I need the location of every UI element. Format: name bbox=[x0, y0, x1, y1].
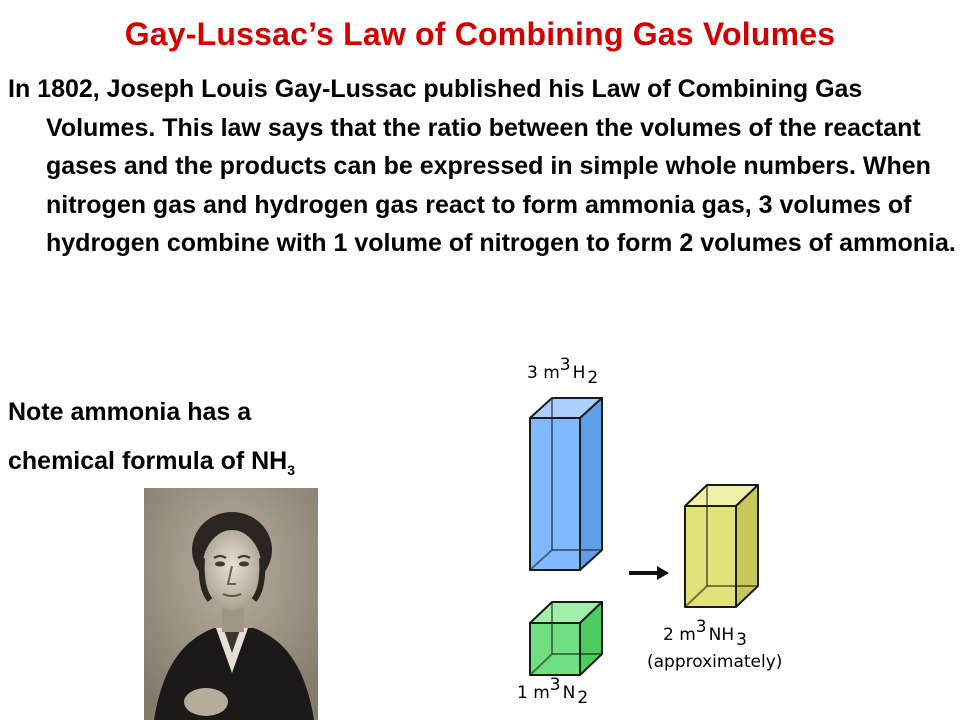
nitrogen-amount: 1 m bbox=[517, 683, 550, 703]
gay-lussac-portrait bbox=[144, 488, 318, 720]
hydrogen-species: H bbox=[572, 363, 586, 383]
gas-volumes-diagram bbox=[505, 352, 835, 720]
ammonia-amount: 2 m bbox=[663, 625, 696, 645]
hydrogen-label bbox=[527, 355, 598, 388]
hydrogen-subscript: 2 bbox=[587, 368, 599, 388]
nitrogen-label bbox=[517, 675, 588, 708]
slide-title: Gay-Lussac’s Law of Combining Gas Volumes bbox=[124, 16, 836, 52]
note-line-2 bbox=[8, 447, 295, 478]
hydrogen-box bbox=[530, 398, 602, 570]
ammonia-species: NH bbox=[708, 625, 735, 645]
nitrogen-subscript: 2 bbox=[577, 688, 589, 708]
note-formula-text: chemical formula of NH bbox=[8, 447, 288, 475]
hydrogen-exponent: 3 bbox=[559, 355, 571, 375]
reaction-arrow-icon bbox=[629, 566, 669, 580]
ammonia-exponent: 3 bbox=[695, 617, 707, 637]
ammonia-label bbox=[663, 617, 747, 650]
nitrogen-box bbox=[530, 602, 602, 675]
nitrogen-exponent: 3 bbox=[549, 675, 561, 695]
note-formula-subscript: 3 bbox=[287, 462, 296, 478]
note-line-1: Note ammonia has a bbox=[8, 398, 252, 426]
ammonia-subscript: 3 bbox=[736, 630, 747, 650]
nitrogen-species: N bbox=[562, 683, 576, 703]
ammonia-box bbox=[685, 485, 758, 607]
body-paragraph: In 1802, Joseph Louis Gay-Lussac published his Law of Combining Gas Volumes. This law says that the ratio between the volumes of the reactant gases and the products can be expressed in simple whole numbers. When nitrogen gas and hydrogen gas react to form ammonia gas, 3 volumes of hydrogen combine with 1 volume of nitrogen to form 2 volumes of ammonia. bbox=[8, 75, 956, 257]
ammonia-qualifier: (approximately) bbox=[647, 652, 783, 672]
hydrogen-amount: 3 m bbox=[527, 363, 560, 383]
